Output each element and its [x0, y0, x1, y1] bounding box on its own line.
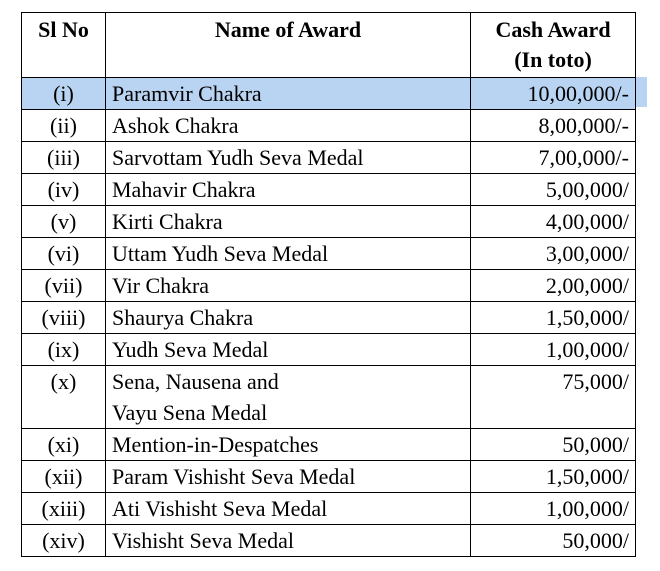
table-row — [22, 142, 636, 174]
award-name-line: Sena, Nausena and — [112, 369, 279, 394]
cell-cash-award: 4,00,000/ — [471, 206, 636, 238]
award-name-line: Ashok Chakra — [112, 113, 239, 138]
cell-cash-award: 7,00,000/- — [471, 142, 636, 174]
table-row — [22, 174, 636, 206]
cell-cash-award: 3,00,000/ — [471, 238, 636, 270]
table-row — [22, 238, 636, 270]
header-sl-no: Sl No — [22, 13, 106, 78]
table-row — [22, 206, 636, 238]
award-name-line: Kirti Chakra — [112, 209, 223, 234]
award-name-line: Mahavir Chakra — [112, 177, 256, 202]
cell-sl-no: (iii) — [22, 142, 106, 174]
cell-cash-award: 75,000/ — [471, 366, 636, 429]
table-row — [22, 525, 636, 557]
table-row — [22, 366, 636, 429]
table-row — [22, 110, 636, 142]
table-row — [22, 302, 636, 334]
cell-sl-no: (i) — [22, 78, 106, 110]
cell-sl-no: (xiv) — [22, 525, 106, 557]
cell-award-name — [106, 238, 471, 270]
cell-award-name — [106, 142, 471, 174]
cell-cash-award: 1,50,000/ — [471, 302, 636, 334]
table-row — [22, 493, 636, 525]
cell-cash-award: 10,00,000/- — [471, 78, 636, 110]
header-cash-award — [471, 13, 636, 78]
cell-award-name — [106, 110, 471, 142]
cell-cash-award: 50,000/ — [471, 525, 636, 557]
cell-cash-award: 1,00,000/ — [471, 493, 636, 525]
cell-award-name — [106, 206, 471, 238]
cell-award-name — [106, 429, 471, 461]
cell-sl-no: (viii) — [22, 302, 106, 334]
cell-sl-no: (xii) — [22, 461, 106, 493]
cell-award-name — [106, 461, 471, 493]
award-name-line: Vishisht Seva Medal — [112, 528, 294, 553]
cell-sl-no: (ii) — [22, 110, 106, 142]
award-name-line: Vayu Sena Medal — [112, 400, 268, 425]
cell-sl-no: (ix) — [22, 334, 106, 366]
cell-award-name — [106, 525, 471, 557]
cell-cash-award: 2,00,000/ — [471, 270, 636, 302]
cell-cash-award: 5,00,000/ — [471, 174, 636, 206]
cell-award-name — [106, 174, 471, 206]
table-row — [22, 429, 636, 461]
table-row — [22, 461, 636, 493]
table-row — [22, 270, 636, 302]
cell-sl-no: (x) — [22, 366, 106, 429]
cell-award-name — [106, 334, 471, 366]
cell-sl-no: (xi) — [22, 429, 106, 461]
award-name-line: Vir Chakra — [112, 273, 210, 298]
cell-sl-no: (vi) — [22, 238, 106, 270]
award-name-line: Sarvottam Yudh Seva Medal — [112, 145, 364, 170]
award-name-line: Ati Vishisht Seva Medal — [112, 496, 328, 521]
cell-sl-no: (xiii) — [22, 493, 106, 525]
cell-sl-no: (v) — [22, 206, 106, 238]
award-name-line: Mention-in-Despatches — [112, 432, 319, 457]
cell-award-name — [106, 78, 471, 110]
cell-award-name — [106, 493, 471, 525]
cell-award-name — [106, 366, 471, 429]
header-award-name: Name of Award — [106, 13, 471, 78]
cell-award-name — [106, 302, 471, 334]
award-name-line: Shaurya Chakra — [112, 305, 254, 330]
table-body — [22, 78, 636, 557]
cell-sl-no: (vii) — [22, 270, 106, 302]
award-name-line: Paramvir Chakra — [112, 81, 262, 106]
header-row — [22, 13, 636, 78]
award-name-line: Uttam Yudh Seva Medal — [112, 241, 329, 266]
cell-cash-award: 8,00,000/- — [471, 110, 636, 142]
award-name-line: Param Vishisht Seva Medal — [112, 464, 356, 489]
table-row — [22, 334, 636, 366]
table-row — [22, 78, 636, 110]
award-name-line: Yudh Seva Medal — [112, 337, 269, 362]
cell-award-name — [106, 270, 471, 302]
cell-cash-award: 1,50,000/ — [471, 461, 636, 493]
row-highlight-extension — [635, 77, 647, 107]
cell-cash-award: 50,000/ — [471, 429, 636, 461]
header-cash-line1: Cash Award — [495, 17, 611, 42]
cell-cash-award: 1,00,000/ — [471, 334, 636, 366]
awards-table — [21, 12, 636, 557]
cell-sl-no: (iv) — [22, 174, 106, 206]
header-cash-line2: (In toto) — [514, 47, 592, 72]
